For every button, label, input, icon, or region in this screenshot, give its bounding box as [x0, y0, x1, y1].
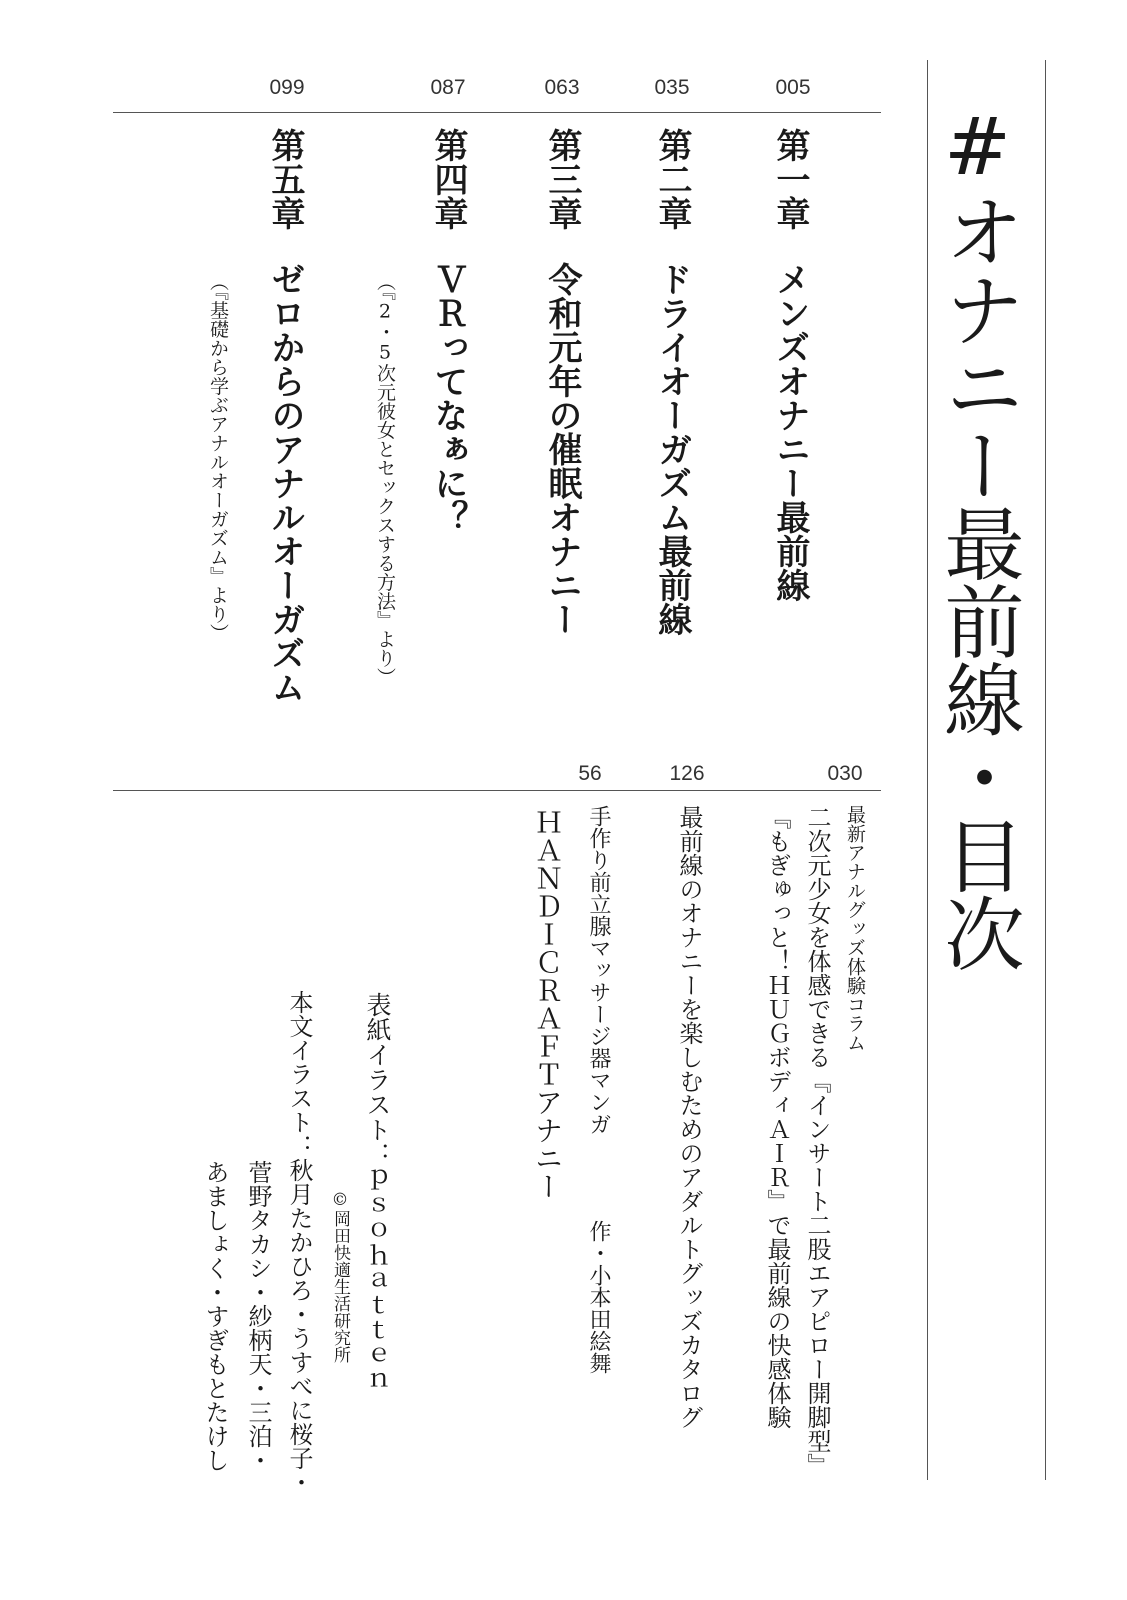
- chapter-4-note: （『2・5次元彼女とセックスする方法』より）: [374, 272, 396, 687]
- chapter-5-page: 099: [269, 76, 305, 99]
- catalog-title[interactable]: 最前線のオナニーを楽しむためのアダルトグッズカタログ: [675, 805, 703, 1429]
- cover-copyright: ©岡田快適生活研究所: [330, 1190, 350, 1363]
- chapter-5-title[interactable]: ゼロからのアナルオーガズム: [265, 262, 305, 704]
- manga-page: 56: [578, 762, 602, 785]
- extras-divider: [113, 790, 881, 791]
- body-illustration-credit-2: 菅野タカシ・紗柄天・三泊・: [244, 1160, 272, 1472]
- column-line-1[interactable]: 二次元少女を体感できる『インサート二股エアピロー開脚型』: [803, 805, 831, 1477]
- chapter-3-label: 第三章: [542, 128, 582, 230]
- manga-heading: 手作り前立腺マッサージ器マンガ: [586, 805, 611, 1135]
- chapter-2-page: 035: [654, 76, 690, 99]
- manga-title[interactable]: ＨＡＮＤＩＣＲＡＦＴアナニー: [531, 808, 564, 1200]
- chapter-3-title[interactable]: 令和元年の催眠オナニー: [542, 262, 582, 636]
- column-page: 030: [827, 762, 863, 785]
- chapter-2-title[interactable]: ドライオーガズム最前線: [652, 262, 692, 636]
- title-border-left: [927, 60, 928, 1480]
- page-title: #オナニー最前線・目次: [931, 100, 1024, 971]
- manga-author: 作・小本田絵舞: [586, 1220, 611, 1374]
- chapter-4-page: 087: [430, 76, 466, 99]
- column-line-2[interactable]: 『もぎゅっと！ＨＵＧボディＡＩＲ』で最前線の快感体験: [763, 805, 791, 1429]
- chapter-2-label: 第二章: [652, 128, 692, 230]
- column-heading: 最新アナルグッズ体験コラム: [844, 805, 866, 1052]
- chapter-1-title[interactable]: メンズオナニー最前線: [770, 262, 810, 602]
- chapter-4-title[interactable]: ＶＲってなぁに？: [428, 262, 468, 534]
- chapters-divider: [113, 112, 881, 113]
- chapter-5-label: 第五章: [265, 128, 305, 230]
- cover-illustration-credit: 表紙イラスト：ｐｓｏｈａｔｔｅｎ: [363, 992, 392, 1392]
- body-illustration-credit-1: 本文イラスト：秋月たかひろ・うすべに桜子・: [285, 990, 313, 1494]
- chapter-1-label: 第一章: [770, 128, 810, 230]
- body-illustration-credit-3: あましょく・すぎもとたけし: [201, 1160, 229, 1472]
- title-border-right: [1045, 60, 1046, 1480]
- chapter-4-label: 第四章: [428, 128, 468, 230]
- chapter-1-page: 005: [775, 76, 811, 99]
- chapter-5-note: （『基礎から学ぶアナルオーガズム』より）: [207, 272, 229, 643]
- chapter-3-page: 063: [544, 76, 580, 99]
- catalog-page: 126: [669, 762, 705, 785]
